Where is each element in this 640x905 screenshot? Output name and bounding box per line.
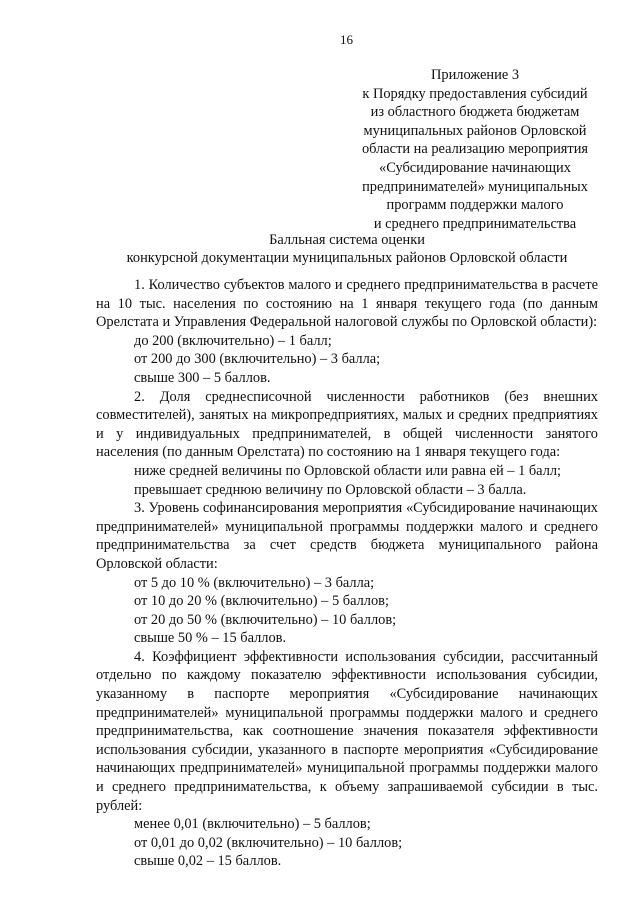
appendix-line: Приложение 3 [430, 67, 520, 83]
criterion-2-option: ниже средней величины по Орловской области или равна ей – 1 балл; [134, 462, 562, 479]
criterion-2-option: превышает среднюю величину по Орловской области – 3 балла. [134, 481, 527, 498]
criterion-1-text: 1. Количество субъектов малого и среднего предпринимательства в расчете на 10 тыс. населения по состоянию на 1 января текущего года (по данным Орелстата и Управления Федеральной налоговой службы по Орловской области): [96, 277, 598, 331]
document-subtitle: конкурсной документации муниципальных районов Орловской области [126, 250, 568, 266]
criterion-3-text: 3. Уровень софинансирования мероприятия «Субсидирование начинающих предпринимателей» муниципальной программы поддержки малого и среднего предпринимательства за счет средств бюджета муниципального района Орловской области: [96, 500, 598, 572]
criterion-2-text: 2. Доля среднесписочной численности работников (без внешних совместителей), занятых на микропредприятиях, малых и средних предприятиях и у индивидуальных предпринимателей, в общей численности занятого населения (по данным Орелстата) по состоянию на 1 января текущего года: [96, 388, 598, 461]
criterion-3-option: от 5 до 10 % (включительно) – 3 балла; [134, 574, 375, 591]
appendix-line: области на реализацию мероприятия [361, 141, 589, 158]
criterion-4-option: свыше 0,02 – 15 баллов. [134, 853, 282, 870]
page-number: 16 [340, 32, 353, 47]
document-title: Балльная система оценки [269, 232, 425, 248]
criterion-4-option: менее 0,01 (включительно) – 5 баллов; [134, 816, 371, 833]
criterion-4-text: 4. Коэффициент эффективности использования субсидии, рассчитанный отдельно по каждому показателю эффективности использования субсидии, указанному в паспорте мероприятия «Субсидирование начинающих предпринимателей» муниципальной программы поддержки малого и среднего предпринимательства, как соотношение значения показателя эффективности использования субсидии, указанного в паспорте мероприятия «Субсидирование начинающих предпринимателей» муниципальной программы поддержки малого и среднего предпринимательства, к объему запрашиваемой субсидии в тыс. рублей: [96, 648, 598, 814]
criterion-4-option: от 0,01 до 0,02 (включительно) – 10 баллов; [134, 834, 403, 851]
appendix-line: программ поддержки малого [386, 197, 564, 214]
appendix-line: и среднего предпринимательства [373, 215, 577, 232]
criterion-1-option: свыше 300 – 5 баллов. [134, 369, 271, 386]
appendix-line: «Субсидирование начинающих [379, 159, 571, 176]
appendix-line: предпринимателей» муниципальных [362, 178, 588, 195]
document-body [96, 276, 598, 871]
criterion-3-option: свыше 50 % – 15 баллов. [134, 630, 287, 647]
appendix-line: муниципальных районов Орловской [363, 122, 587, 139]
appendix-block [340, 66, 610, 233]
appendix-line: к Порядку предоставления субсидий [362, 85, 588, 102]
appendix-line: из областного бюджета бюджетам [370, 104, 580, 121]
criterion-3-option: от 20 до 50 % (включительно) – 10 баллов; [134, 611, 397, 628]
criterion-3-option: от 10 до 20 % (включительно) – 5 баллов; [134, 593, 389, 610]
criterion-1-option: до 200 (включительно) – 1 балл; [134, 332, 332, 349]
criterion-1-option: от 200 до 300 (включительно) – 3 балла; [134, 351, 381, 368]
